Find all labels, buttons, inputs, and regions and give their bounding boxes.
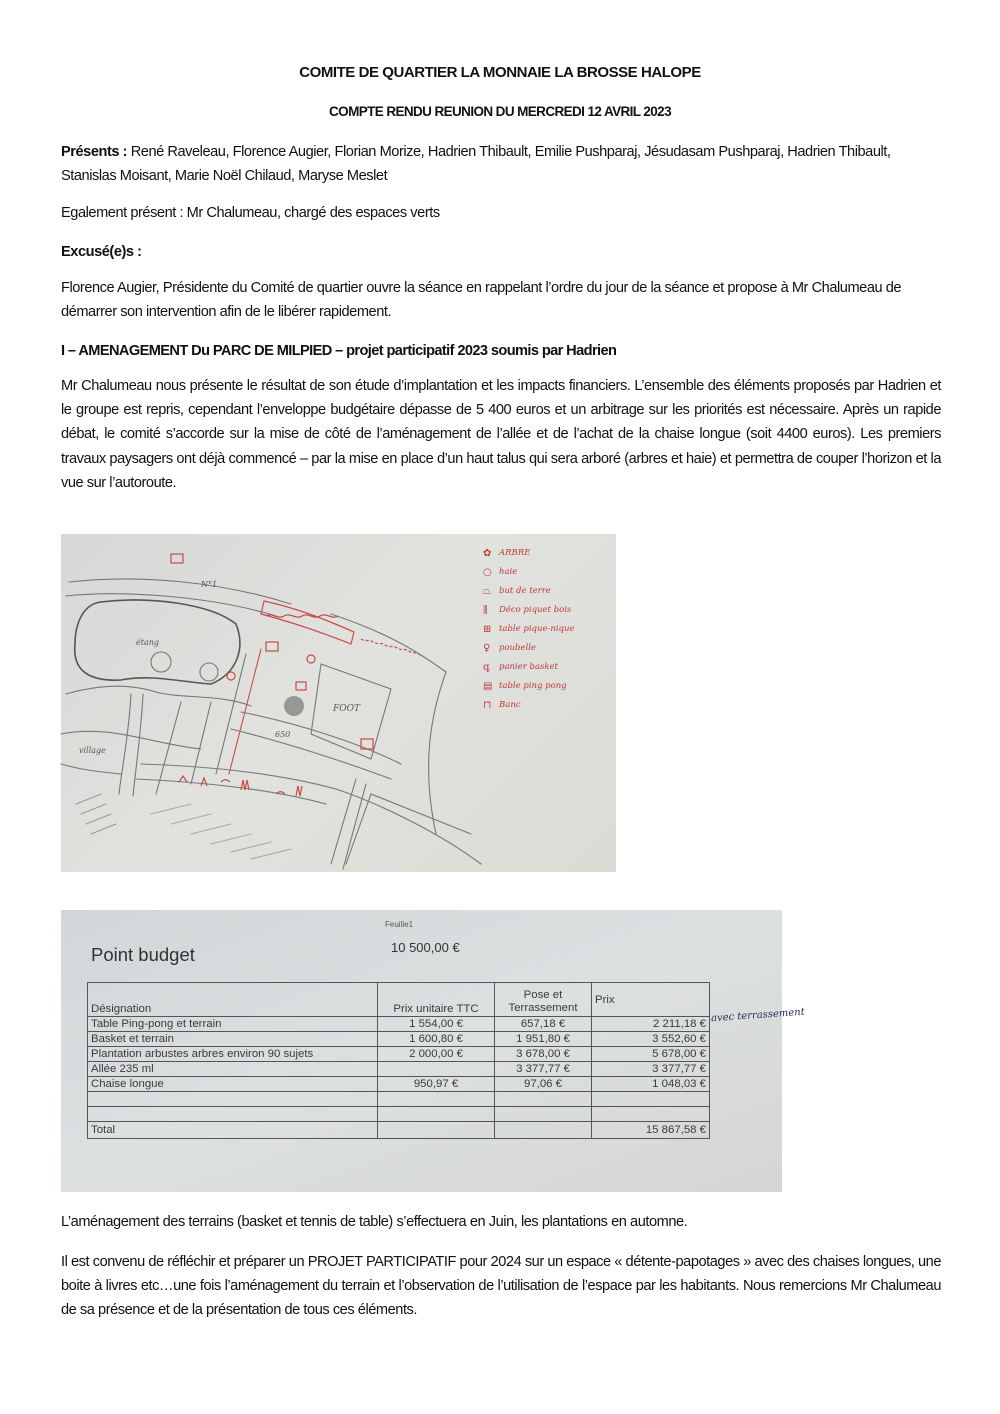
hatching [76, 794, 116, 834]
table-cell: 1 048,03 € [592, 1077, 710, 1092]
handwritten-note: avec terrassement [710, 1006, 806, 1025]
path-line [343, 784, 366, 869]
hedge-drawing [361, 639, 421, 656]
table-cell: 657,18 € [495, 1017, 592, 1032]
table-cell: 3 552,60 € [592, 1032, 710, 1047]
foot-label: FOOT [333, 704, 361, 714]
table-cell: 1 951,80 € [495, 1032, 592, 1047]
column-header: Désignation [88, 983, 378, 1017]
table-cell [495, 1092, 592, 1107]
road-line [69, 579, 291, 604]
table-cell: 3 377,77 € [495, 1062, 592, 1077]
table-cell: Basket et terrain [88, 1032, 378, 1047]
excused-label: Excusé(e)s : [61, 244, 142, 260]
mound-icon: ⏢ [483, 586, 491, 597]
table-row [88, 1047, 710, 1062]
attendees-label: Présents : [61, 144, 128, 160]
hatching [151, 804, 291, 859]
path-line [66, 686, 251, 706]
bench-drawing [171, 554, 183, 563]
legend-label: but de terre [499, 586, 551, 596]
basket-drawing [307, 655, 315, 663]
section-body: Mr Chalumeau nous présente le résultat de son étude d’implantation et les impacts financiers. L’ensemble des éléments proposés par Hadrien et le groupe est repris, cependant l’enveloppe budgétaire dépasse de 5 400 euros et un arbitrage sur les priorités est nécessaire. Après un rapide débat, le comité s’accorde sur la mise de côté de l’aménagement de l’allée et de l’achat de la chaise longue (soit 4400 euros). Les premiers travaux paysagers ont déjà commencé – par la mise en place d’un haut talus qui sera arboré (arbres et haie) et permettra de couper l’horizon et la vue sur l’autoroute. [61, 378, 941, 491]
path-line [191, 702, 211, 784]
attendees-names: René Raveleau, Florence Augier, Florian Morize, Hadrien Thibault, Emilie Pushparaj, Jésudasam Pushparaj, Hadrien Thibault, Stanislas Moisant, Marie Noël Chilaud, Maryse Meslet [61, 144, 891, 184]
path-line [231, 729, 391, 779]
legend-label: table pique-nique [499, 624, 575, 634]
table-cell [378, 1092, 495, 1107]
picnic-table-icon: ⊞ [483, 624, 492, 635]
table-cell: 5 678,00 € [592, 1047, 710, 1062]
hedge-drawing [266, 615, 338, 617]
table-cell: 950,97 € [378, 1077, 495, 1092]
legend-item [483, 658, 613, 677]
section-heading: I – AMENAGEMENT Du PARC DE MILPIED – projet participatif 2023 soumis par Hadrien [61, 343, 617, 359]
table-cell [378, 1062, 495, 1077]
roundabout [151, 652, 171, 672]
budget-table [87, 982, 710, 1139]
legend-item [483, 620, 613, 639]
table-cell: 97,06 € [495, 1077, 592, 1092]
table-cell [592, 1092, 710, 1107]
legend-label: poubelle [499, 643, 536, 653]
legend-item [483, 677, 613, 696]
tree-drawing [227, 672, 235, 680]
sheet-name: Feuille1 [385, 920, 414, 929]
total-row [88, 1122, 710, 1139]
table-row [88, 1032, 710, 1047]
basket-hoop-icon: գ [483, 662, 490, 673]
legend-label: Banc [499, 700, 521, 710]
legend-label: haie [499, 567, 518, 577]
attendees-paragraph [61, 140, 941, 188]
intro-paragraph: Florence Augier, Présidente du Comité de quartier ouvre la séance en rappelant l’ordre du jour de la séance et propose à Mr Chalumeau de démarrer son intervention afin de le libérer rapidement. [61, 280, 902, 320]
legend-item [483, 544, 613, 563]
legend-label: panier basket [499, 662, 558, 672]
distance-label: 650 [275, 730, 291, 739]
pond-label: étang [136, 638, 159, 647]
budget-photo [61, 910, 806, 1192]
road-label: N°1 [201, 580, 218, 589]
road-line [66, 594, 276, 616]
legend-item [483, 639, 613, 658]
table-cell: 1 600,80 € [378, 1032, 495, 1047]
table-cell: 3 678,00 € [495, 1047, 592, 1062]
table-cell [378, 1107, 495, 1122]
legend-item [483, 696, 613, 715]
table-row [88, 1017, 710, 1032]
path-line [229, 649, 261, 774]
total-label: Total [88, 1122, 378, 1139]
table-cell: 3 377,77 € [592, 1062, 710, 1077]
also-present: Egalement présent : Mr Chalumeau, chargé des espaces verts [61, 205, 440, 221]
path-line [346, 794, 471, 864]
table-cell: Plantation arbustes arbres environ 90 sujets [88, 1047, 378, 1062]
mound-drawing [261, 601, 354, 644]
table-cell [592, 1107, 710, 1122]
document-subtitle: COMPTE RENDU REUNION DU MERCREDI 12 AVRIL 2023 [329, 104, 671, 119]
table-header-row [88, 983, 710, 1017]
bench-icon: ⊓ [483, 700, 492, 711]
table-cell [495, 1107, 592, 1122]
legend-item [483, 582, 613, 601]
village-label: village [79, 746, 106, 755]
table-row [88, 1062, 710, 1077]
next-project-paragraph: Il est convenu de réfléchir et préparer un PROJET PARTICIPATIF pour 2024 sur un espace « détente-papotages » avec des chaises longues, une boite à livres etc…une fois l’aménagement du terrain et l’observation de l’utilisation de l’espace par les habitants. Nous remercions Mr Chalumeau de sa présence et de la présentation de tous ces éléments. [61, 1254, 942, 1319]
table-cell: 2 000,00 € [378, 1047, 495, 1062]
legend-label: table ping pong [499, 681, 567, 691]
schedule-paragraph: L’aménagement des terrains (basket et tennis de table) s’effectuera en Juin, les plantations en automne. [61, 1214, 688, 1230]
path-line [133, 694, 143, 796]
table-cell [378, 1122, 495, 1139]
bin-icon: ♀ [483, 643, 491, 654]
table-row [88, 1092, 710, 1107]
fence-icon: ⫼ [483, 605, 488, 616]
path-line [119, 694, 131, 794]
table-cell [495, 1122, 592, 1139]
trees-row [179, 776, 302, 796]
map-legend [483, 544, 613, 715]
column-header: Prix [592, 983, 710, 1017]
table-cell: Chaise longue [88, 1077, 378, 1092]
document-title: COMITE DE QUARTIER LA MONNAIE LA BROSSE HALOPE [299, 64, 701, 81]
table-cell: 2 211,18 € [592, 1017, 710, 1032]
legend-label: ARBRE [499, 548, 531, 558]
table-row [88, 1107, 710, 1122]
ping-pong-drawing [266, 642, 278, 651]
ping-pong-icon: ▤ [483, 681, 493, 692]
roundabout [200, 663, 218, 681]
table-cell: Table Ping-pong et terrain [88, 1017, 378, 1032]
budget-title: Point budget [91, 944, 195, 965]
hedge-icon: ○ [483, 567, 492, 578]
budget-envelope: 10 500,00 € [391, 940, 460, 955]
column-header: Pose et Terrassement [495, 983, 592, 1017]
path-line [61, 764, 121, 774]
table-row [88, 1077, 710, 1092]
total-value: 15 867,58 € [592, 1122, 710, 1139]
column-header: Prix unitaire TTC [378, 983, 495, 1017]
legend-label: Déco piquet bois [499, 605, 572, 615]
table-cell: Allée 235 ml [88, 1062, 378, 1077]
sketch-map-photo [61, 534, 616, 872]
table-cell [88, 1092, 378, 1107]
tree-canopy [284, 696, 304, 716]
table-cell [88, 1107, 378, 1122]
legend-item [483, 601, 613, 620]
bench-drawing [296, 682, 306, 690]
table-cell: 1 554,00 € [378, 1017, 495, 1032]
legend-item [483, 563, 613, 582]
tree-icon: ✿ [483, 548, 492, 559]
